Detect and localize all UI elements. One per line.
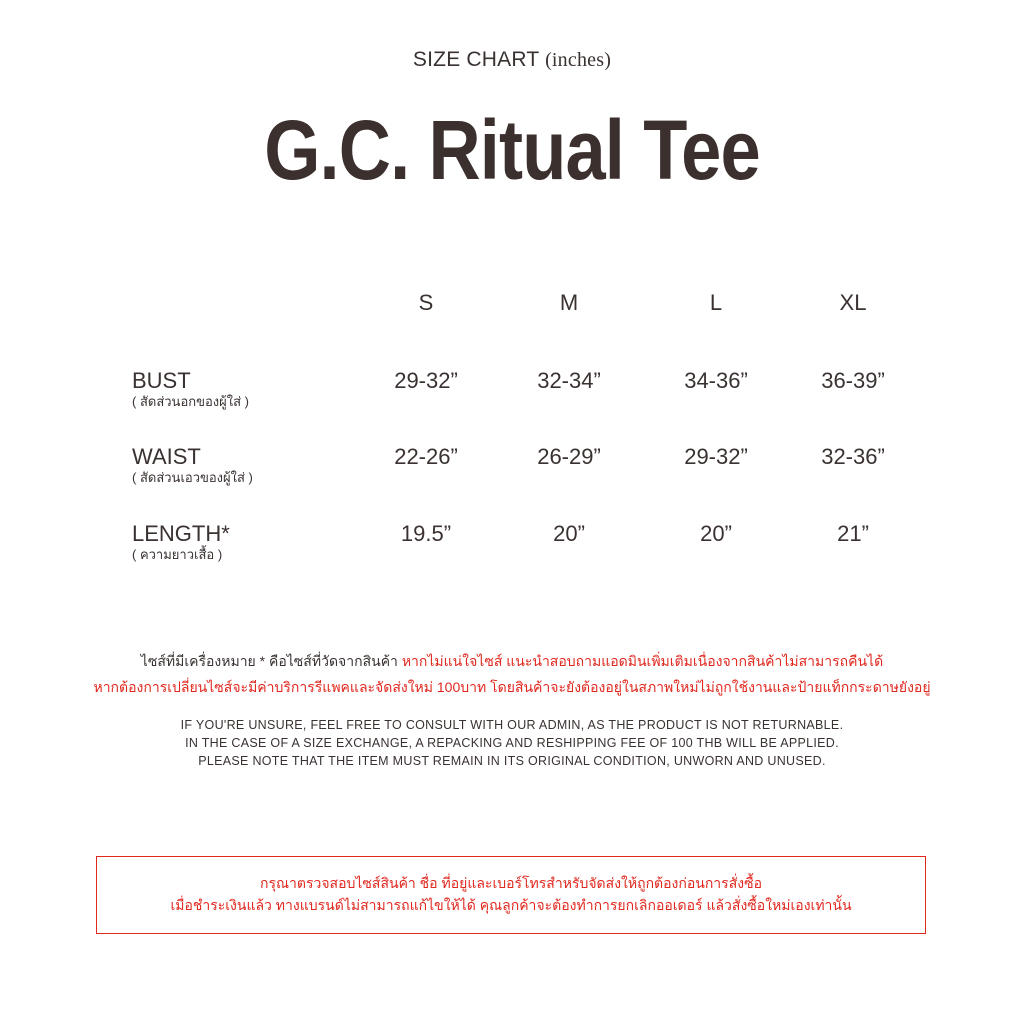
bust-s-value: 29-32” (394, 368, 458, 393)
bust-l-value: 34-36” (684, 368, 748, 393)
waist-m-value: 26-29” (537, 444, 601, 469)
length-l-value: 20” (700, 521, 732, 546)
row-label-thai: ( ความยาวเสื้อ ) (132, 547, 223, 562)
row-label-text: BUST (132, 368, 191, 393)
size-header-xl: XL (839, 290, 867, 315)
row-label-waist (132, 444, 253, 486)
row-label-text: WAIST (132, 444, 201, 469)
length-s-value: 19.5” (400, 521, 452, 546)
length-m-value: 20” (553, 521, 585, 546)
english-note-line: IF YOU'RE UNSURE, FEEL FREE TO CONSULT WITH OUR ADMIN, AS THE PRODUCT IS NOT RETURNABLE. (180, 718, 844, 732)
row-label-thai: ( สัดส่วนอกของผู้ใส่ ) (132, 394, 249, 409)
order-notice-box (96, 856, 926, 934)
bust-m-value: 32-34” (537, 368, 601, 393)
size-chart-subtitle (0, 48, 1024, 72)
length-xl-value: 21” (837, 521, 869, 546)
english-note-line: PLEASE NOTE THAT THE ITEM MUST REMAIN IN ITS ORIGINAL CONDITION, UNWORN AND UNUSED. (198, 754, 826, 768)
bust-xl-value: 36-39” (821, 368, 885, 393)
waist-l-value: 29-32” (684, 444, 748, 469)
row-label-thai: ( สัดส่วนเอวของผู้ใส่ ) (132, 470, 253, 485)
subtitle-main: SIZE CHART (412, 48, 540, 71)
thai-note-line-2 (0, 677, 1024, 697)
size-header-m: M (559, 290, 579, 315)
waist-s-value: 22-26” (394, 444, 458, 469)
thai-note-measure: ไซส์ที่มีเครื่องหมาย * คือไซส์ที่วัดจากสินค้า (140, 653, 402, 669)
row-label-text: LENGTH* (132, 521, 230, 546)
waist-xl-value: 32-36” (821, 444, 885, 469)
thai-note-exchange-fee: หากต้องการเปลี่ยนไซส์จะมีค่าบริการรีแพคและจัดส่งใหม่ 100บาท โดยสินค้าจะยังต้องอยู่ในสภาพใหม่ไม่ถูกใช้งานและป้ายแท็กกระดาษยังอยู่ (93, 679, 931, 695)
thai-note-warning: หากไม่แน่ใจไซส์ แนะนำสอบถามแอดมินเพิ่มเติมเนื่องจากสินค้าไม่สามารถคืนได้ (401, 653, 884, 669)
row-label-bust (132, 368, 249, 410)
english-note-line: IN THE CASE OF A SIZE EXCHANGE, A REPACKING AND RESHIPPING FEE OF 100 THB WILL BE APPLIED. (185, 736, 839, 750)
thai-note-line-1 (0, 651, 1024, 671)
subtitle-unit: (inches) (545, 49, 612, 71)
row-label-length (132, 521, 230, 563)
notice-line: เมื่อชำระเงินแล้ว ทางแบรนด์ไม่สามารถแก้ไขให้ได้ คุณลูกค้าจะต้องทำการยกเลิกออเดอร์ แล้วสั่งซื้อใหม่เองเท่านั้น (170, 897, 852, 913)
notice-line: กรุณาตรวจสอบไซส์สินค้า ชื่อ ที่อยู่และเบอร์โทรสำหรับจัดส่งให้ถูกต้องก่อนการสั่งซื้อ (260, 875, 762, 891)
product-title: G.C. Ritual Tee (264, 103, 760, 197)
size-header-l: L (709, 290, 723, 315)
english-notes (0, 716, 1024, 770)
size-header-s: S (418, 290, 434, 315)
